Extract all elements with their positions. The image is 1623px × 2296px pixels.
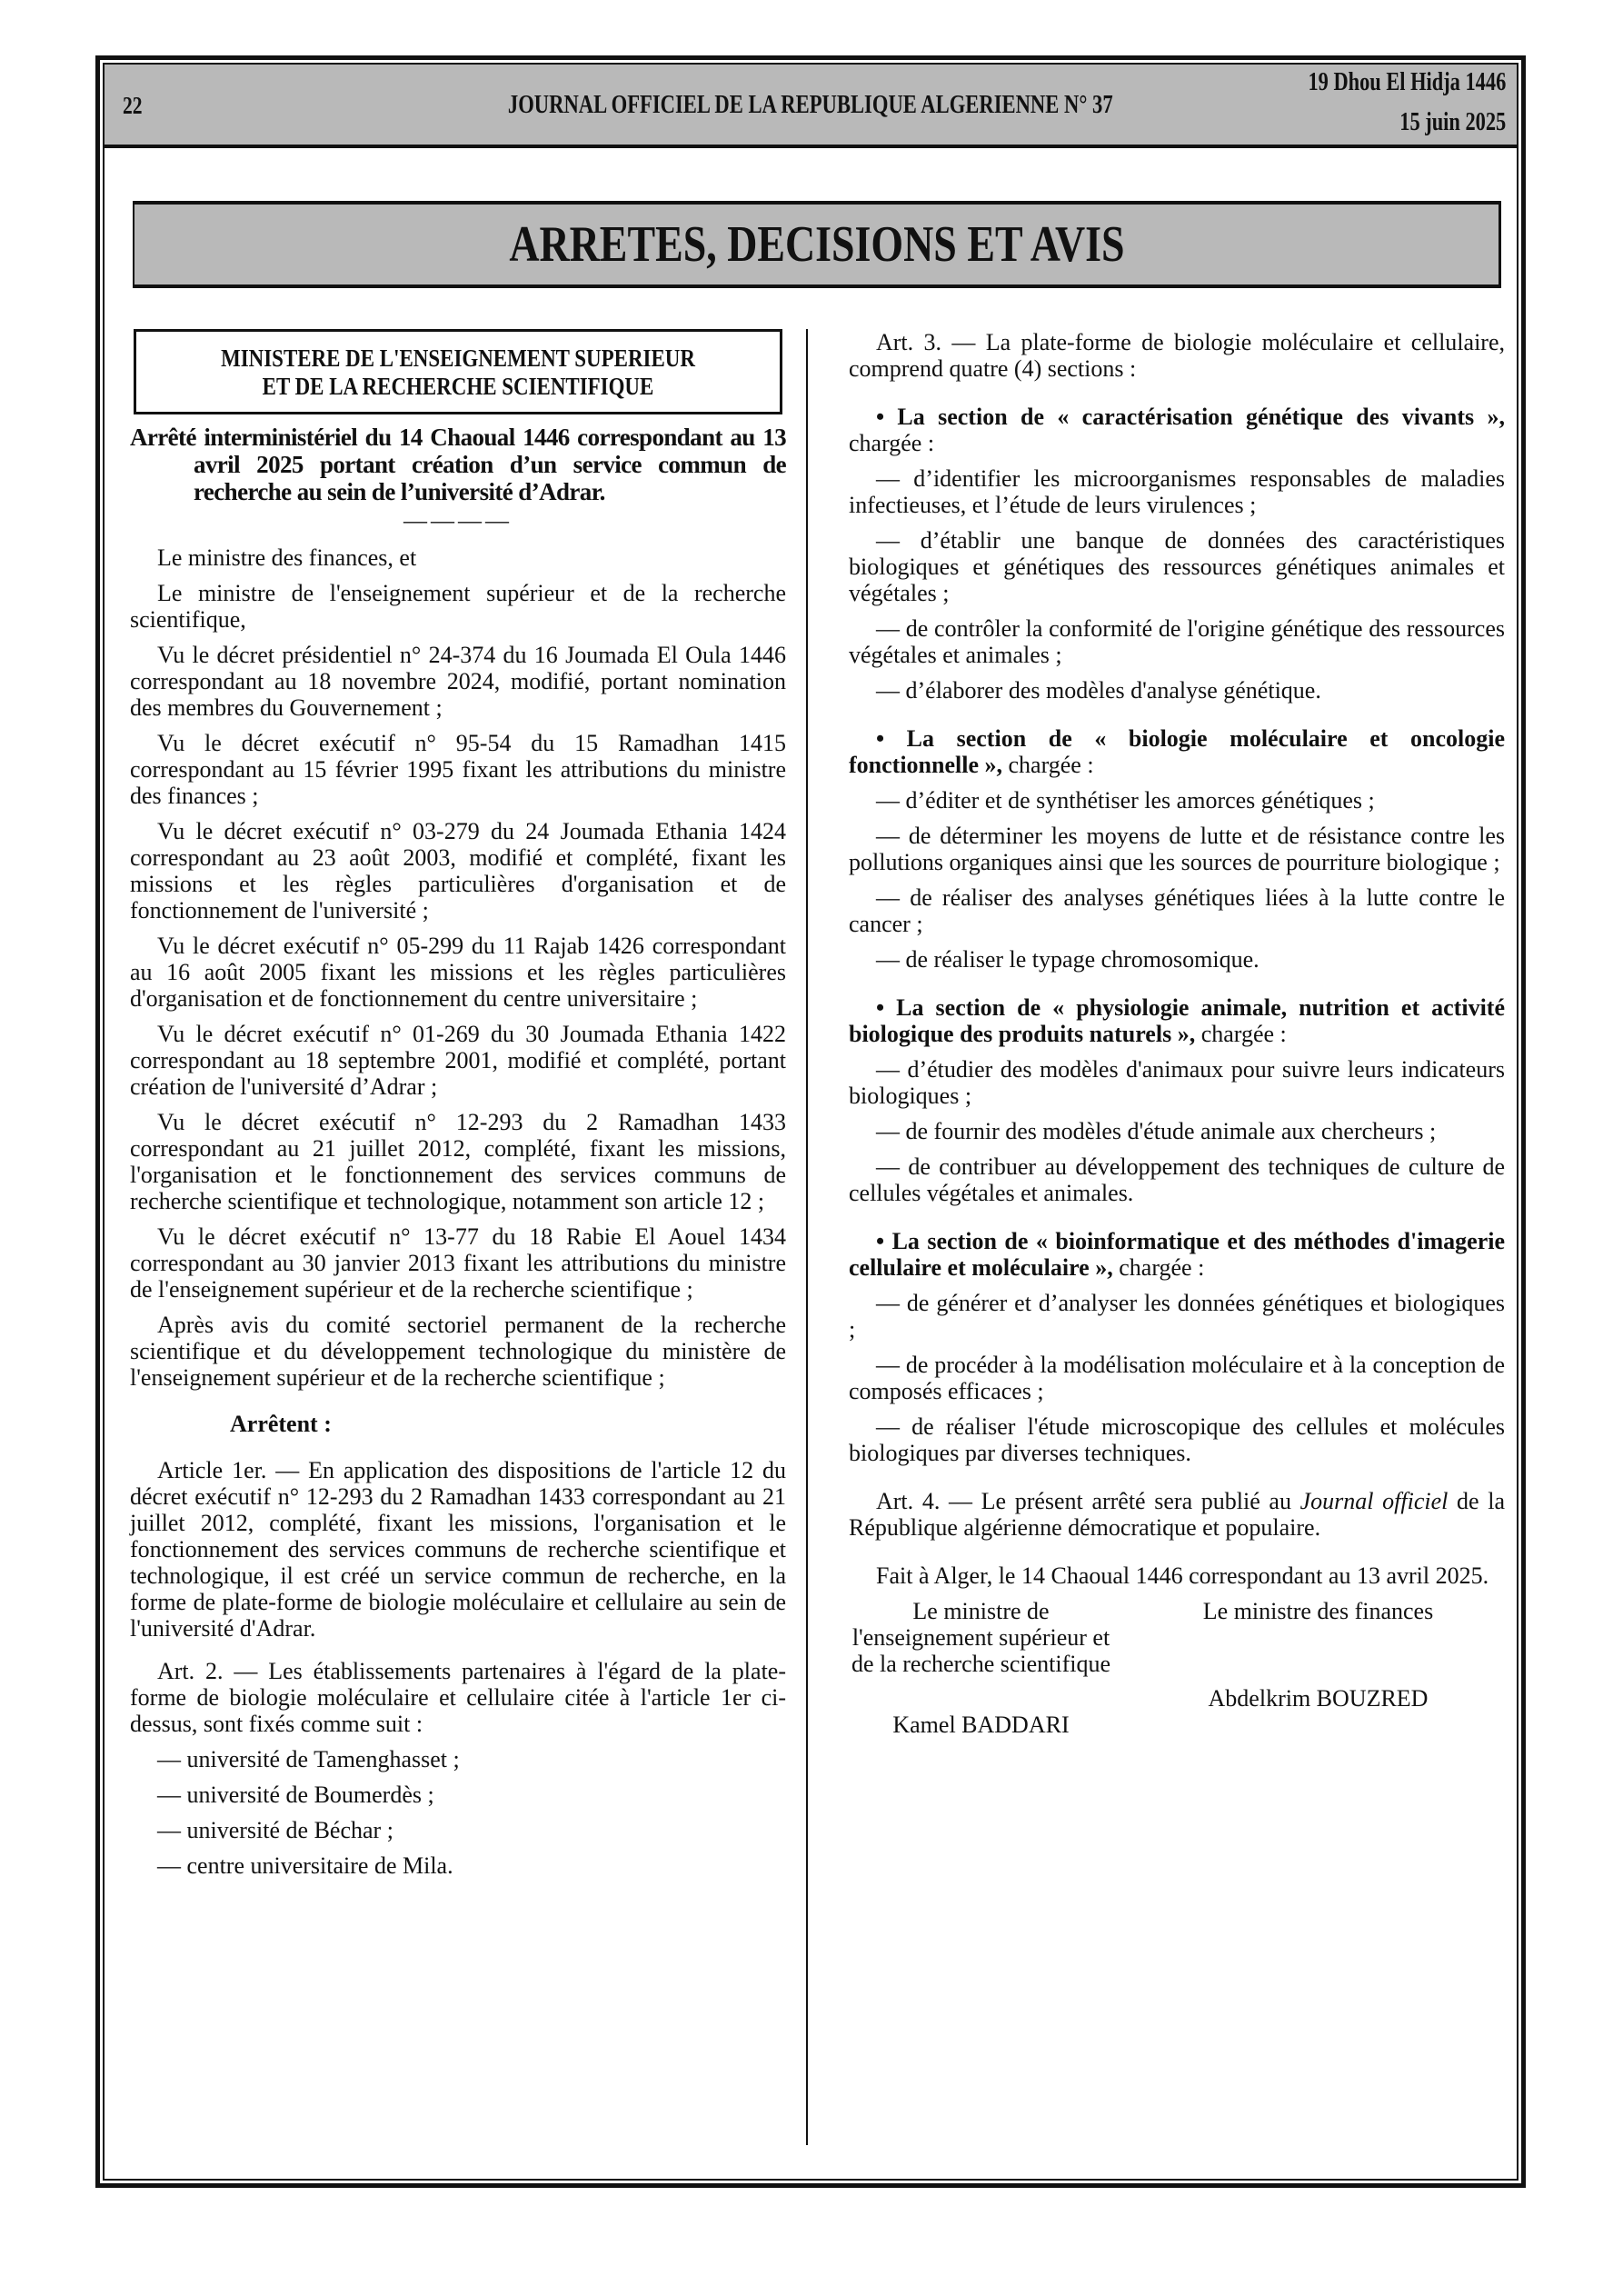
signatory-name: Kamel BADDARI <box>892 1712 1070 1738</box>
section-heading <box>849 725 1505 778</box>
partner-item: — université de Tamenghasset ; <box>157 1746 460 1772</box>
signatory-title: Le ministre de l'enseignement supérieur et de la recherche scientifique <box>851 1598 1111 1677</box>
partner-list <box>130 1746 786 1879</box>
article-4-journal: Journal officiel <box>1299 1488 1449 1514</box>
section-heading <box>849 1228 1505 1281</box>
section-task: — d’établir une banque de données des caractéristiques biologiques et génétiques des ressources génétiques animales et végétales ; <box>849 527 1505 606</box>
article-4 <box>849 1488 1505 1541</box>
section-task: — d’étudier des modèles d'animaux pour suivre leurs indicateurs biologiques ; <box>849 1056 1505 1109</box>
ministry-line-2: ET DE LA RECHERCHE SCIENTIFIQUE <box>262 373 654 400</box>
date-gregorian: 15 juin 2025 <box>1399 108 1506 136</box>
section-task: — d’identifier les microorganismes responsables de maladies infectieuses, et l’étude de leurs virulences ; <box>849 465 1505 518</box>
ministry-box <box>134 329 782 414</box>
signatory-1 <box>849 1598 1131 1738</box>
section-heading <box>849 994 1505 1047</box>
article-3: Art. 3. — La plate-forme de biologie moléculaire et cellulaire, comprend quatre (4) sections : <box>849 329 1505 382</box>
section-title: ARRETES, DECISIONS ET AVIS <box>508 216 1125 273</box>
section-task: — d’élaborer des modèles d'analyse génétique. <box>876 677 1321 704</box>
done-at: Fait à Alger, le 14 Chaoual 1446 correspondant au 13 avril 2025. <box>876 1562 1489 1589</box>
section-task: — de réaliser des analyses génétiques liées à la lutte contre le cancer ; <box>849 884 1505 937</box>
partner-item: — université de Boumerdès ; <box>157 1782 434 1808</box>
visa-paragraph: Vu le décret exécutif n° 12-293 du 2 Ramadhan 1433 correspondant au 21 juillet 2012, complété, fixant les missions, l'organisation et le fonctionnement des services communs de recherche scientifique et technologique, notamment son article 12 ; <box>130 1109 786 1214</box>
page-number: 22 <box>123 92 143 119</box>
section-task: — de fournir des modèles d'étude animale aux chercheurs ; <box>876 1118 1437 1144</box>
visa-paragraph: Le ministre des finances, et <box>157 544 417 571</box>
visa-paragraph: Vu le décret exécutif n° 01-269 du 30 Joumada Ethania 1422 correspondant au 18 septembre 2001, modifié et complété, portant création de l'université d’Adrar ; <box>130 1021 786 1100</box>
section-task: — de réaliser le typage chromosomique. <box>876 946 1260 973</box>
partner-item: — université de Béchar ; <box>157 1817 393 1843</box>
visa-paragraph: Après avis du comité sectoriel permanent de la recherche scientifique et du développement technologique du ministère de l'enseignement supérieur et de la recherche scientifique ; <box>130 1312 786 1391</box>
separator-dashes: ———— <box>403 507 513 534</box>
section-heading <box>849 404 1505 456</box>
signatory-name: Abdelkrim BOUZRED <box>1208 1685 1429 1712</box>
date-hijri: 19 Dhou El Hidja 1446 <box>1308 68 1506 96</box>
arrete-title: Arrêté interministériel du 14 Chaoual 1446 correspondant au 13 avril 2025 portant création d’un service commun de recherche au sein de l’université d’Adrar. <box>130 424 786 505</box>
section-title-box <box>133 201 1501 288</box>
section-task: — de procéder à la modélisation moléculaire et à la conception de composés efficaces ; <box>849 1352 1505 1404</box>
left-column <box>130 329 786 1888</box>
section-task: — de réaliser l'étude microscopique des cellules et molécules biologiques par diverses techniques. <box>849 1413 1505 1466</box>
visa-paragraphs <box>130 544 786 1391</box>
article-4-text: Art. 4. — Le présent arrêté sera publié au <box>876 1488 1300 1514</box>
article-2: Art. 2. — Les établissements partenaires à l'égard de la plate-forme de biologie moléculaire et cellulaire citée à l'article 1er ci-dessus, sont fixés comme suit : <box>130 1658 786 1737</box>
section-heading-bold: • La section de « biologie moléculaire et oncologie fonctionnelle », <box>849 725 1505 778</box>
section-task: — de déterminer les moyens de lutte et de résistance contre les pollutions organiques ainsi que les sources de pourriture biologique ; <box>849 823 1505 875</box>
section-task: — d’éditer et de synthétiser les amorces génétiques ; <box>876 787 1375 814</box>
journal-header <box>105 65 1517 148</box>
arretent-heading: Arrêtent : <box>230 1411 332 1437</box>
visa-paragraph: Vu le décret exécutif n° 03-279 du 24 Joumada Ethania 1424 correspondant au 23 août 2003, modifié et complété, fixant les missions et les règles particulières d'organisation et de fonctionnement de l'université ; <box>130 818 786 923</box>
sections-list <box>849 404 1505 1466</box>
column-divider <box>806 329 808 2145</box>
partner-item: — centre universitaire de Mila. <box>157 1852 453 1879</box>
visa-paragraph: Le ministre de l'enseignement supérieur et de la recherche scientifique, <box>130 580 786 633</box>
section-heading-suffix: chargée : <box>1195 1021 1287 1047</box>
section-task: — de contribuer au développement des techniques de culture de cellules végétales et animales. <box>849 1153 1505 1206</box>
section-task: — de contrôler la conformité de l'origine génétique des ressources végétales et animales ; <box>849 615 1505 668</box>
section-heading-bold: • La section de « caractérisation génétique des vivants », <box>876 404 1505 430</box>
section-task: — de générer et d’analyser les données génétiques et biologiques ; <box>849 1290 1505 1343</box>
journal-title-text: JOURNAL OFFICIEL DE LA REPUBLIQUE ALGERIENNE N° 37 <box>508 90 1113 119</box>
visa-paragraph: Vu le décret exécutif n° 95-54 du 15 Ramadhan 1415 correspondant au 15 février 1995 fixant les attributions du ministre des finances ; <box>130 730 786 809</box>
article-1: Article 1er. — En application des dispositions de l'article 12 du décret exécutif n° 12-293 du 2 Ramadhan 1433 correspondant au 21 juillet 2012, complété, fixant les missions, l'organisation et le fonctionnement des services communs de recherche scientifique et technologique, il est créé un service commun de recherche, en la forme de plate-forme de biologie moléculaire et cellulaire au sein de l'université d'Adrar. <box>130 1457 786 1642</box>
signatory-title: Le ministre des finances <box>1202 1598 1434 1624</box>
signatory-2 <box>1131 1598 1505 1738</box>
section-heading-suffix: chargée : <box>849 430 935 456</box>
journal-title <box>105 90 1517 120</box>
section-heading-suffix: chargée : <box>1112 1254 1205 1281</box>
section-heading-suffix: chargée : <box>1002 752 1094 778</box>
right-column <box>849 329 1505 1738</box>
visa-paragraph: Vu le décret exécutif n° 13-77 du 18 Rabie El Aouel 1434 correspondant au 30 janvier 2013 fixant les attributions du ministre de l'enseignement supérieur et de la recherche scientifique ; <box>130 1223 786 1303</box>
article-4-text-end: de la République algérienne démocratique et populaire. <box>849 1488 1505 1541</box>
signatures <box>849 1598 1505 1738</box>
ministry-line-1: MINISTERE DE L'ENSEIGNEMENT SUPERIEUR <box>221 344 695 372</box>
section-heading-bold: • La section de « bioinformatique et des méthodes d'imagerie cellulaire et moléculaire », <box>849 1228 1505 1281</box>
section-heading-bold: • La section de « physiologie animale, nutrition et activité biologique des produits naturels », <box>849 994 1505 1047</box>
visa-paragraph: Vu le décret présidentiel n° 24-374 du 16 Joumada El Oula 1446 correspondant au 18 novembre 2024, modifié, portant nomination des membres du Gouvernement ; <box>130 642 786 721</box>
visa-paragraph: Vu le décret exécutif n° 05-299 du 11 Rajab 1426 correspondant au 16 août 2005 fixant les missions et les règles particulières d'organisation et de fonctionnement du centre universitaire ; <box>130 933 786 1012</box>
